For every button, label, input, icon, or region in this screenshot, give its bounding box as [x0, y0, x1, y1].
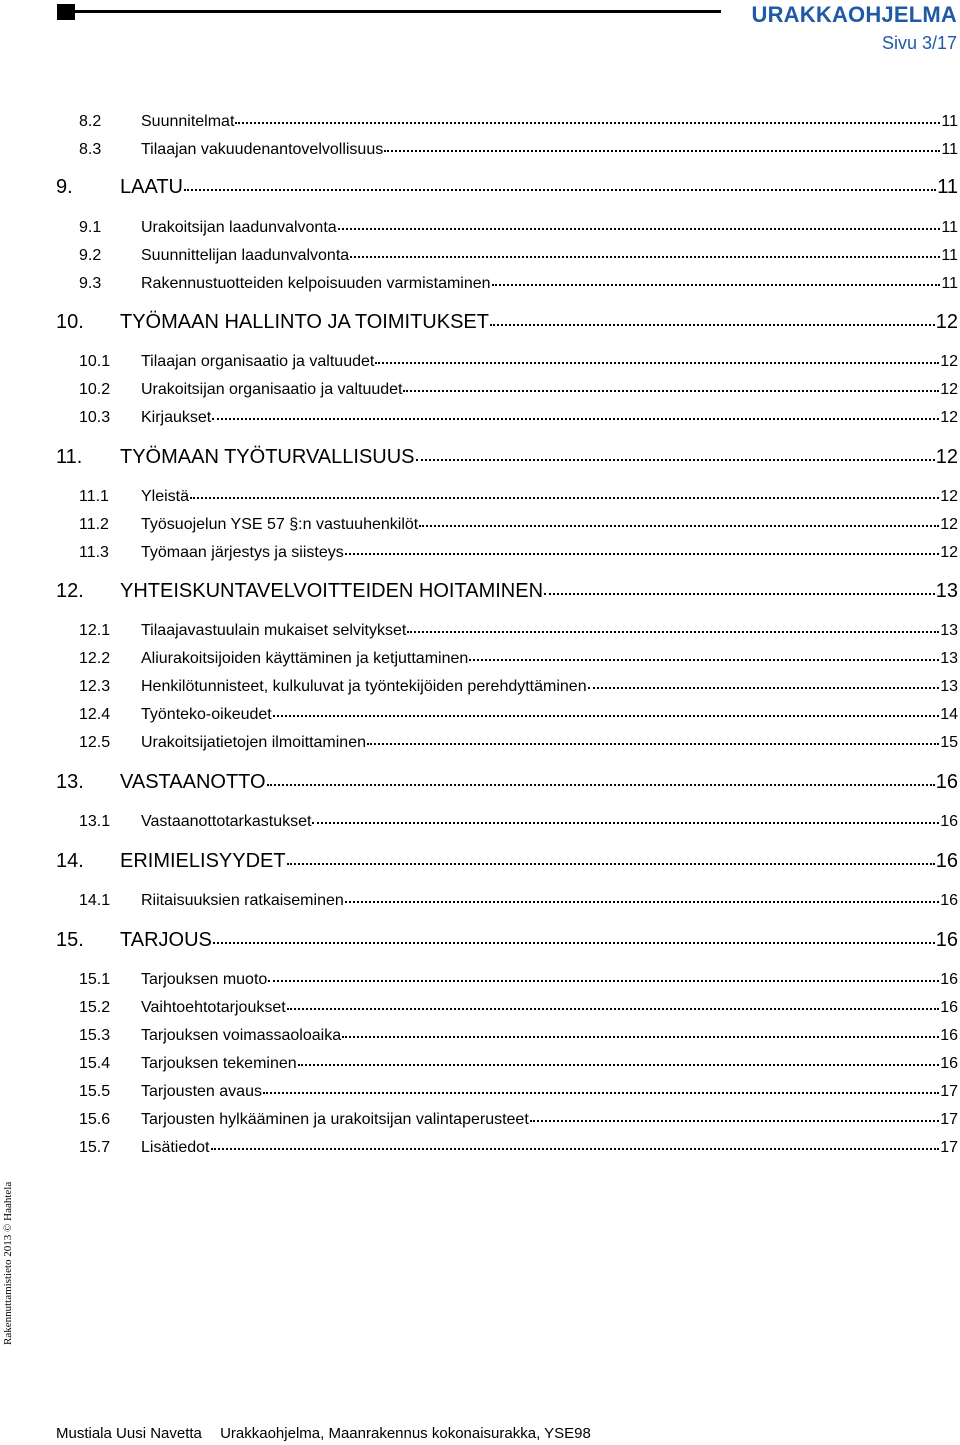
toc-entry-title: Tilaajavastuulain mukaiset selvitykset [141, 622, 407, 639]
toc-dot-leader [345, 901, 939, 903]
toc-entry-title: Tilaajan organisaatio ja valtuudet [141, 353, 375, 370]
toc-entry-title: TYÖMAAN HALLINTO JA TOIMITUKSET [120, 311, 489, 333]
toc-entry-page: 11 [941, 219, 958, 236]
toc-entry[interactable] [56, 580, 958, 603]
toc-dot-leader [530, 1120, 939, 1122]
toc-entry[interactable] [56, 734, 958, 752]
toc-entry-title: TYÖMAAN TYÖTURVALLISUUS [120, 446, 415, 468]
toc-entry-number: 11.2 [79, 516, 109, 533]
toc-entry-title: Tarjousten hylkääminen ja urakoitsijan valintaperusteet [141, 1111, 529, 1128]
toc-entry[interactable] [56, 678, 958, 696]
toc-entry-title: Tarjouksen voimassaoloaika [141, 1027, 342, 1044]
toc-entry-title: Vaihtoehtotarjoukset [141, 999, 286, 1016]
toc-entry-page: 12 [940, 516, 958, 533]
toc-entry-title: Työmaan järjestys ja siisteys [141, 544, 344, 561]
toc-entry-page: 16 [935, 929, 958, 951]
toc-dot-leader [312, 822, 939, 824]
toc-entry[interactable] [56, 892, 958, 910]
footer [56, 1425, 591, 1442]
toc-entry-page: 17 [940, 1139, 958, 1156]
toc-dot-leader [416, 459, 935, 461]
toc-entry-title: Vastaanottotarkastukset [141, 813, 312, 830]
toc-dot-leader [350, 256, 940, 258]
toc-entry-number: 15.1 [79, 971, 111, 988]
toc-entry[interactable] [56, 176, 958, 199]
toc-dot-leader [407, 631, 939, 633]
toc-entry-page: 17 [940, 1111, 958, 1128]
toc-entry[interactable] [56, 1055, 958, 1073]
toc-dot-leader [235, 122, 940, 124]
toc-entry[interactable] [56, 488, 958, 506]
toc-entry[interactable] [56, 516, 958, 534]
toc-dot-leader [287, 863, 935, 865]
toc-entry-page: 12 [940, 544, 958, 561]
toc-entry-title: Urakoitsijatietojen ilmoittaminen [141, 734, 366, 751]
toc-entry-page: 16 [935, 850, 958, 872]
toc-entry[interactable] [56, 971, 958, 989]
toc-dot-leader [287, 1008, 940, 1010]
toc-dot-leader [267, 784, 935, 786]
toc-entry-number: 9.3 [79, 275, 102, 292]
toc-entry-number: 15.3 [79, 1027, 111, 1044]
toc-entry-page: 16 [940, 892, 958, 909]
toc-entry-title: Työnteko-oikeudet [141, 706, 272, 723]
toc-entry-page: 11 [941, 113, 958, 130]
toc-entry-number: 12.3 [79, 678, 111, 695]
toc-entry-page: 16 [940, 999, 958, 1016]
toc-entry[interactable] [56, 650, 958, 668]
toc-entry[interactable] [56, 381, 958, 399]
toc-entry-number: 15.2 [79, 999, 111, 1016]
toc-entry[interactable] [56, 544, 958, 562]
footer-project: Mustiala Uusi Navetta [56, 1425, 202, 1442]
toc-entry-title: Suunnittelijan laadunvalvonta [141, 247, 350, 264]
toc-entry[interactable] [56, 706, 958, 724]
toc-entry-number: 9. [56, 176, 73, 198]
toc-entry-title: Lisätiedot [141, 1139, 210, 1156]
toc-dot-leader [492, 284, 941, 286]
toc-dot-leader [211, 1148, 940, 1150]
toc-entry-page: 12 [940, 353, 958, 370]
toc-entry-number: 8.2 [79, 113, 102, 130]
toc-entry[interactable] [56, 1027, 958, 1045]
toc-entry-number: 14.1 [79, 892, 111, 909]
toc-dot-leader [298, 1064, 940, 1066]
toc-entry-page: 16 [940, 1055, 958, 1072]
toc-entry-title: Suunnitelmat [141, 113, 235, 130]
toc-entry[interactable] [56, 275, 958, 293]
toc-dot-leader [375, 362, 939, 364]
toc-entry-page: 14 [940, 706, 958, 723]
toc-entry-number: 11. [56, 446, 83, 468]
toc-entry[interactable] [56, 1083, 958, 1101]
toc-entry-number: 10.1 [79, 353, 111, 370]
toc-entry-number: 14. [56, 850, 84, 872]
toc-entry-title: Yleistä [141, 488, 190, 505]
toc-dot-leader [544, 593, 935, 595]
toc-entry-number: 15.4 [79, 1055, 111, 1072]
toc-entry-number: 10.3 [79, 409, 111, 426]
toc-entry-page: 17 [940, 1083, 958, 1100]
toc-dot-leader [419, 525, 939, 527]
toc-entry-title: ERIMIELISYYDET [120, 850, 286, 872]
toc-entry-number: 12. [56, 580, 84, 602]
toc-entry-title: Kirjaukset [141, 409, 212, 426]
toc-entry-number: 10. [56, 311, 84, 333]
toc-entry-number: 12.2 [79, 650, 111, 667]
toc-entry-number: 12.4 [79, 706, 111, 723]
toc-entry[interactable] [56, 113, 958, 131]
toc-entry[interactable] [56, 1111, 958, 1129]
toc-entry-title: Urakoitsijan organisaatio ja valtuudet [141, 381, 403, 398]
toc-dot-leader [190, 497, 939, 499]
toc-entry-page: 12 [940, 409, 958, 426]
toc-entry-number: 15.7 [79, 1139, 111, 1156]
toc-entry-title: Riitaisuuksien ratkaiseminen [141, 892, 344, 909]
toc-entry-page: 15 [940, 734, 958, 751]
toc-entry-number: 11.1 [79, 488, 109, 505]
toc-entry[interactable] [56, 219, 958, 237]
toc-entry-page: 12 [935, 446, 958, 468]
toc-entry-number: 11.3 [79, 544, 109, 561]
toc-dot-leader [212, 418, 939, 420]
toc-entry[interactable] [56, 1139, 958, 1157]
toc-entry-page: 11 [941, 275, 958, 292]
toc-dot-leader [345, 553, 939, 555]
toc-entry-page: 16 [940, 1027, 958, 1044]
toc-dot-leader [213, 942, 935, 944]
toc-entry-page: 13 [935, 580, 958, 602]
toc-entry[interactable] [56, 311, 958, 334]
toc-dot-leader [588, 687, 940, 689]
toc-entry[interactable] [56, 446, 958, 469]
toc-entry-page: 12 [940, 488, 958, 505]
toc-entry-number: 15. [56, 929, 84, 951]
toc-dot-leader [268, 980, 939, 982]
toc-dot-leader [338, 228, 941, 230]
toc-entry-page: 11 [941, 247, 958, 264]
toc-entry-title: VASTAANOTTO [120, 771, 266, 793]
toc-entry-page: 16 [940, 971, 958, 988]
toc-entry-title: YHTEISKUNTAVELVOITTEIDEN HOITAMINEN [120, 580, 544, 602]
toc-entry-title: Rakennustuotteiden kelpoisuuden varmistaminen [141, 275, 491, 292]
toc-dot-leader [469, 659, 939, 661]
toc-dot-leader [263, 1092, 939, 1094]
toc-dot-leader [367, 743, 939, 745]
toc-entry-number: 12.5 [79, 734, 111, 751]
toc-entry-page: 13 [940, 650, 958, 667]
toc-entry-title: Tarjouksen tekeminen [141, 1055, 297, 1072]
toc-entry-number: 15.6 [79, 1111, 111, 1128]
toc-entry[interactable] [56, 247, 958, 265]
toc-entry-title: Henkilötunnisteet, kulkuluvat ja työntekijöiden perehdyttäminen [141, 678, 587, 695]
toc-entry-number: 9.1 [79, 219, 102, 236]
page-number: Sivu 3/17 [881, 33, 957, 53]
copyright-side-text: Rakennuttamistieto 2013 © Haahtela [2, 1181, 14, 1345]
toc-entry-page: 13 [940, 622, 958, 639]
toc-entry[interactable] [56, 771, 958, 794]
toc-entry-title: Tilaajan vakuudenantovelvollisuus [141, 141, 384, 158]
toc-entry-number: 13. [56, 771, 84, 793]
toc-entry-title: Tarjouksen muoto [141, 971, 268, 988]
toc-entry-number: 13.1 [79, 813, 111, 830]
toc-entry-page: 16 [935, 771, 958, 793]
toc-entry-page: 16 [940, 813, 958, 830]
toc-entry[interactable] [56, 409, 958, 427]
header-square-mark [57, 4, 75, 20]
toc-dot-leader [184, 189, 936, 191]
toc-entry-title: Urakoitsijan laadunvalvonta [141, 219, 337, 236]
toc-entry-number: 10.2 [79, 381, 111, 398]
toc-entry-number: 9.2 [79, 247, 102, 264]
toc-entry-title: Työsuojelun YSE 57 §:n vastuuhenkilöt [141, 516, 419, 533]
toc-entry[interactable] [56, 929, 958, 952]
toc-entry-title: Tarjousten avaus [141, 1083, 262, 1100]
toc-dot-leader [490, 324, 935, 326]
toc-entry-page: 11 [937, 176, 958, 198]
toc-entry-page: 13 [940, 678, 958, 695]
toc-dot-leader [342, 1036, 939, 1038]
footer-document: Urakkaohjelma, Maanrakennus kokonaisurakka, YSE98 [220, 1425, 591, 1442]
toc-entry-title: Aliurakoitsijoiden käyttäminen ja ketjuttaminen [141, 650, 469, 667]
toc-entry[interactable] [56, 813, 958, 831]
toc-entry[interactable] [56, 353, 958, 371]
header-rule [75, 10, 721, 13]
toc-dot-leader [273, 715, 939, 717]
toc-entry[interactable] [56, 622, 958, 640]
toc-entry[interactable] [56, 141, 958, 159]
toc-dot-leader [384, 150, 940, 152]
toc-entry-number: 15.5 [79, 1083, 111, 1100]
toc-entry-title: LAATU [120, 176, 183, 198]
toc-entry-page: 11 [941, 141, 958, 158]
toc-entry-number: 12.1 [79, 622, 111, 639]
toc-entry-title: TARJOUS [120, 929, 212, 951]
toc-dot-leader [403, 390, 939, 392]
document-title: URAKKAOHJELMA [751, 2, 957, 27]
toc-entry[interactable] [56, 999, 958, 1017]
toc-entry-page: 12 [935, 311, 958, 333]
toc-entry[interactable] [56, 850, 958, 873]
toc-entry-number: 8.3 [79, 141, 102, 158]
toc-entry-page: 12 [940, 381, 958, 398]
